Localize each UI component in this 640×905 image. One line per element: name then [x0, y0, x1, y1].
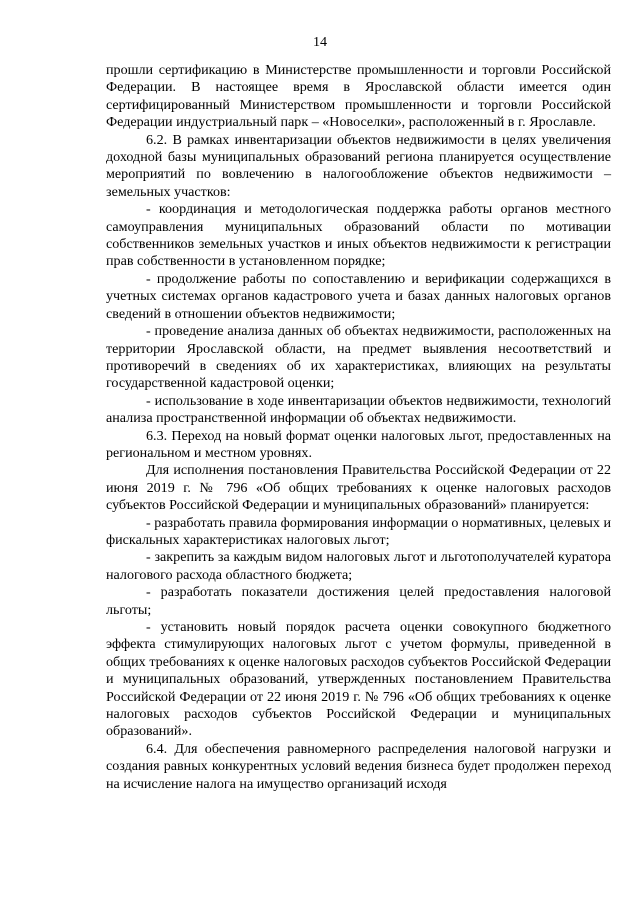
document-body [106, 62, 611, 793]
paragraph: 6.3. Переход на новый формат оценки налоговых льгот, предоставленных на региональном и местном уровнях. [106, 427, 611, 461]
paragraph: - проведение анализа данных об объектах недвижимости, расположенных на территории Ярославской области, на предмет выявления несоответствий и противоречий в сведениях об их характеристиках, влияющих на результаты государственной кадастровой оценки; [106, 323, 611, 392]
page-number: 14 [312, 34, 328, 50]
paragraph: прошли сертификацию в Министерстве промышленности и торговли Российской Федерации. В настоящее время в Ярославской области имеется один сертифицированный Министерством промышленности и торговли Российской Федерации индустриальный парк – «Новоселки», расположенный в г. Ярославле. [106, 62, 611, 131]
paragraph: - закрепить за каждым видом налоговых льгот и льготополучателей куратора налогового расхода областного бюджета; [106, 549, 611, 583]
paragraph: - установить новый порядок расчета оценки совокупного бюджетного эффекта стимулирующих налоговых льгот с учетом формулы, приведенной в общих требованиях к оценке налоговых расходов субъектов Российской Федерации и муниципальных образований, утвержденных постановлением Правительства Российской Федерации от 22 июня 2019 г. № 796 «Об общих требованиях к оценке налоговых расходов субъектов Российской Федерации и муниципальных образований». [106, 619, 611, 740]
paragraph: Для исполнения постановления Правительства Российской Федерации от 22 июня 2019 г. № 796 «Об общих требованиях к оценке налоговых расходов субъектов Российской Федерации и муниципальных образований» планируется: [106, 462, 611, 514]
paragraph: - координация и методологическая поддержка работы органов местного самоуправления муниципальных образований области по мотивации собственников земельных участков и иных объектов недвижимости к регистрации прав собственности в установленном порядке; [106, 201, 611, 270]
paragraph: 6.4. Для обеспечения равномерного распределения налоговой нагрузки и создания равных конкурентных условий ведения бизнеса будет продолжен переход на исчисление налога на имущество организаций исходя [106, 740, 611, 792]
paragraph: - продолжение работы по сопоставлению и верификации содержащихся в учетных системах органов кадастрового учета и базах данных налоговых органов сведений в отношении объектов недвижимости; [106, 270, 611, 322]
paragraph: 6.2. В рамках инвентаризации объектов недвижимости в целях увеличения доходной базы муниципальных образований региона планируется осуществление мероприятий по вовлечению в налогообложение объектов недвижимости – земельных участков: [106, 131, 611, 200]
paragraph: - разработать показатели достижения целей предоставления налоговой льготы; [106, 584, 611, 618]
paragraph: - использование в ходе инвентаризации объектов недвижимости, технологий анализа пространственной информации об объектах недвижимости. [106, 392, 611, 427]
paragraph: - разработать правила формирования информации о нормативных, целевых и фискальных характеристиках налоговых льгот; [106, 514, 611, 548]
